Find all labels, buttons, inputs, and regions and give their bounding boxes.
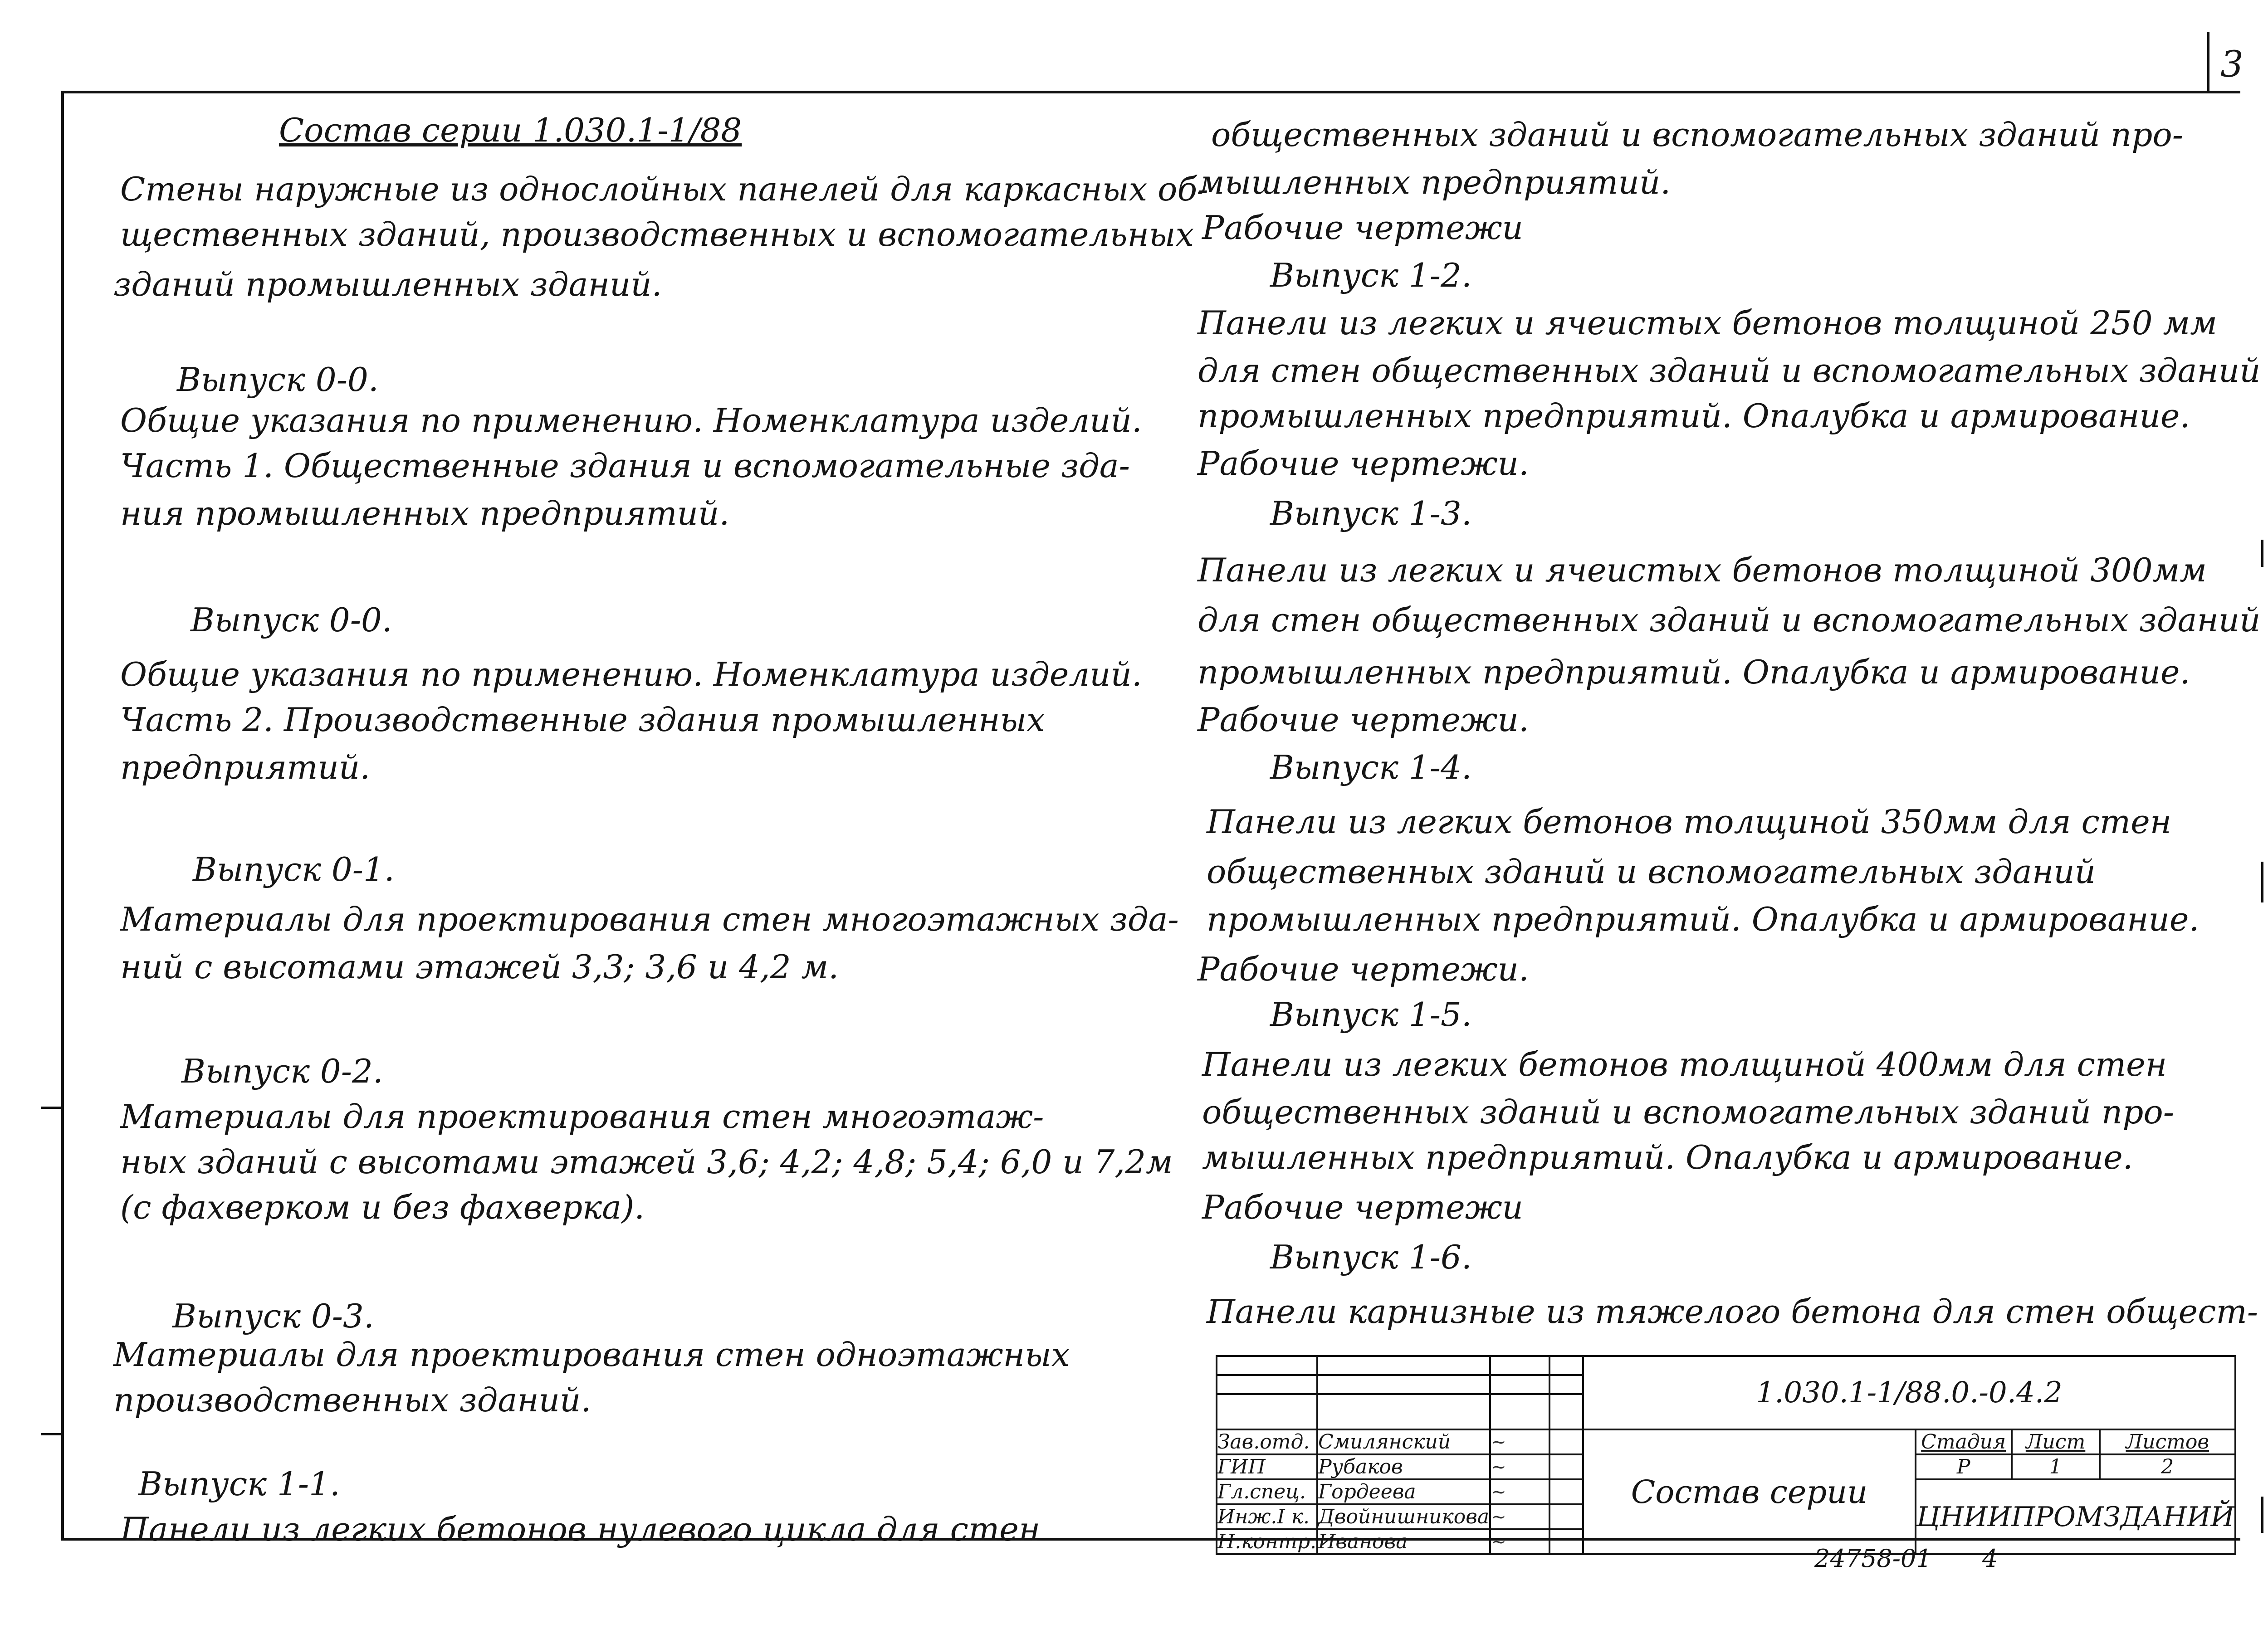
margin-tick	[41, 1107, 61, 1109]
issue-heading: Выпуск 1-6.	[1270, 1238, 1472, 1276]
sheets-label: Листов	[2126, 1430, 2209, 1454]
issue-heading: Выпуск 1-4.	[1270, 748, 1472, 786]
footer-page: 4	[1982, 1544, 1998, 1573]
text-line: Рабочие чертежи	[1202, 1188, 1523, 1226]
text-line: Панели из легких бетонов толщиной 400мм для стен	[1202, 1045, 2167, 1083]
text-line: предприятий.	[120, 748, 371, 786]
text-line: ний с высотами этажей 3,3; 3,6 и 4,2 м.	[120, 948, 839, 986]
signature: ~	[1491, 1431, 1506, 1453]
text-line: Рабочие чертежи.	[1198, 444, 1529, 483]
margin-tick	[41, 1433, 61, 1435]
role-label: Н.контр.	[1217, 1530, 1316, 1553]
issue-heading: Выпуск 1-2.	[1270, 256, 1472, 294]
text-line: Панели карнизные из тяжелого бетона для стен общест-	[1207, 1293, 2258, 1331]
text-line: Общие указания по применению. Номенклатура изделий.	[120, 655, 1142, 693]
text-line: для стен общественных зданий и вспомогательных зданий	[1198, 601, 2261, 639]
sheet-label: Лист	[2025, 1430, 2086, 1454]
signature: ~	[1491, 1456, 1506, 1478]
signature: ~	[1491, 1531, 1506, 1552]
text-line: мышленных предприятий.	[1198, 163, 1671, 201]
text-line: Рабочие чертежи.	[1198, 950, 1529, 988]
stage-value: Р	[1956, 1455, 1970, 1478]
title-block	[1216, 1355, 2236, 1553]
text-line: Часть 1. Общественные здания и вспомогательные зда-	[120, 447, 1130, 485]
text-line: для стен общественных зданий и вспомогательных зданий	[1198, 351, 2261, 390]
text-line: Часть 2. Производственные здания промышленных	[120, 701, 1045, 739]
text-line: мышленных предприятий. Опалубка и армирование.	[1202, 1138, 2133, 1176]
role-name: Гордеева	[1318, 1480, 1416, 1503]
text-line: общественных зданий и вспомогательных зданий	[1207, 853, 2096, 891]
designation: 1.030.1-1/88.0.-0.4.2	[1756, 1376, 2063, 1410]
margin-tick	[2261, 862, 2263, 902]
issue-heading: Выпуск 0-0.	[177, 361, 379, 399]
text-line: Материалы для проектирования стен многоэтажных зда-	[120, 900, 1179, 938]
role-name: Иванова	[1318, 1530, 1408, 1553]
role-label: ГИП	[1217, 1455, 1266, 1478]
sheets-value: 2	[2161, 1455, 2174, 1478]
issue-heading: Выпуск 0-1.	[193, 850, 395, 888]
issue-heading: Выпуск 0-2.	[181, 1052, 383, 1090]
text-line: производственных зданий.	[113, 1381, 591, 1419]
issue-heading: Выпуск 1-5.	[1270, 995, 1472, 1034]
text-line: промышленных предприятий. Опалубка и армирование.	[1198, 653, 2190, 691]
signature: ~	[1491, 1506, 1506, 1527]
text-line: Рабочие чертежи.	[1198, 701, 1529, 739]
text-line: Общие указания по применению. Номенклатура изделий.	[120, 401, 1142, 439]
role-name: Двойнишникова	[1318, 1505, 1490, 1528]
issue-heading: Выпуск 1-1.	[138, 1465, 340, 1503]
text-line: ных зданий с высотами этажей 3,6; 4,2; 4,8; 5,4; 6,0 и 7,2м	[120, 1143, 1173, 1181]
organization: ЦНИИПРОМЗДАНИЙ	[1916, 1501, 2234, 1533]
issue-heading: Выпуск 0-3.	[172, 1297, 374, 1335]
text-line: Панели из легких и ячеистых бетонов толщиной 300мм	[1198, 551, 2207, 589]
text-line: зданий промышленных зданий.	[113, 265, 662, 303]
text-line: Рабочие чертежи	[1202, 209, 1523, 247]
text-line: Панели из легких и ячеистых бетонов толщиной 250 мм	[1198, 304, 2217, 342]
footer-code: 24758-01	[1814, 1544, 1932, 1573]
role-name: Смилянский	[1318, 1430, 1451, 1454]
stage-label: Стадия	[1921, 1430, 2006, 1454]
document-name: Состав серии	[1631, 1473, 1868, 1511]
text-line: общественных зданий и вспомогательных зданий про-	[1211, 116, 2184, 154]
text-line: ния промышленных предприятий.	[120, 494, 730, 532]
margin-tick	[2261, 540, 2263, 567]
margin-tick	[2261, 1497, 2263, 1533]
text-line: промышленных предприятий. Опалубка и армирование.	[1198, 397, 2190, 435]
signature: ~	[1491, 1481, 1506, 1502]
text-line: Панели из легких бетонов толщиной 350мм для стен	[1207, 803, 2172, 841]
issue-heading: Выпуск 1-3.	[1270, 494, 1472, 532]
sheet-number: 3	[2220, 43, 2244, 85]
text-line: Панели из легких бетонов нулевого цикла для стен	[120, 1510, 1041, 1548]
issue-heading: Выпуск 0-0.	[191, 601, 392, 639]
role-label: Инж.I к.	[1217, 1505, 1310, 1528]
document-title: Состав серии 1.030.1-1/88	[279, 111, 742, 149]
text-line: промышленных предприятий. Опалубка и армирование.	[1207, 900, 2200, 938]
text-line: Стены наружные из однослойных панелей для каркасных об-	[120, 170, 1208, 208]
text-line: общественных зданий и вспомогательных зданий про-	[1202, 1093, 2175, 1131]
role-label: Зав.отд.	[1217, 1430, 1310, 1454]
text-line: щественных зданий, производственных и вспомогательных	[120, 215, 1194, 254]
role-label: Гл.спец.	[1217, 1480, 1306, 1503]
text-line: Материалы для проектирования стен многоэтаж-	[120, 1097, 1044, 1136]
sheet-value: 1	[2049, 1455, 2062, 1478]
text-line: Материалы для проектирования стен одноэтажных	[113, 1336, 1070, 1374]
text-line: (с фахверком и без фахверка).	[120, 1188, 645, 1226]
role-name: Рубаков	[1318, 1455, 1403, 1478]
